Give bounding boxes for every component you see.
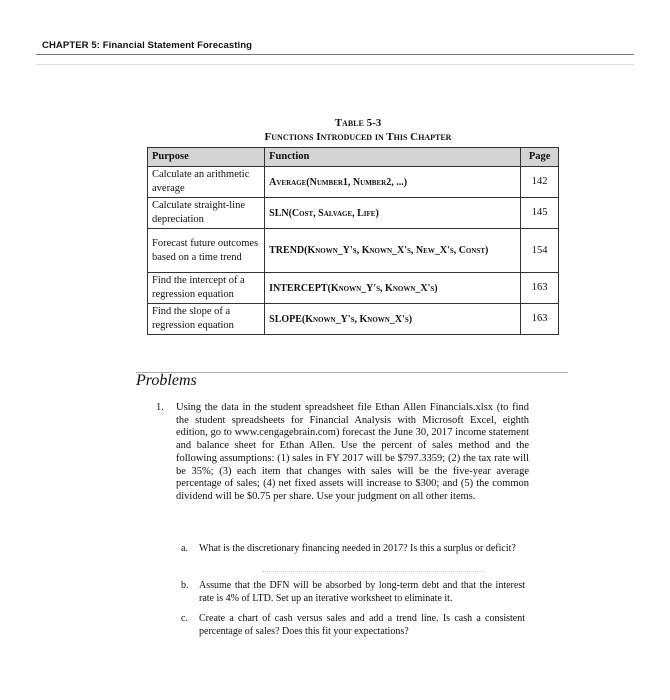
page-cell: 145 — [521, 198, 559, 229]
subproblem-text: Assume that the DFN will be absorbed by long-term debt and that the interest rate is 4% of LTD. Set up an iterative worksheet to eliminate it. — [199, 580, 525, 604]
chapter-header: CHAPTER 5: Financial Statement Forecasting — [42, 40, 253, 51]
functions-table — [147, 147, 559, 335]
table-row — [148, 304, 559, 335]
page-cell: 163 — [521, 273, 559, 304]
table-number: Table 5-3 — [334, 117, 382, 129]
function-cell: TREND(Known_Y's, Known_X's, New_X's, Const) — [265, 229, 521, 273]
purpose-cell: Calculate an arithmetic average — [148, 167, 265, 198]
table-title: Functions Introduced in This Chapter — [264, 131, 452, 143]
problem-text: Using the data in the student spreadsheet file Ethan Allen Financials.xlsx (to find the student spreadsheets for Financial Analysis with Microsoft Excel, eighth edition, go to www.cengagebrain.com) forecast the June 30, 2017 income statement and balance sheet for Ethan Allen. Use the percent of sales method and the following assumptions: (1) sales in FY 2017 will be $797.3359; (2) the tax rate will be 35%; (3) each item that changes with sales will be the five-year average percentage of sales; (4) net fixed assets will increase to $300; and (5) the common dividend will be $0.75 per share. Use your judgment on all other items. — [176, 402, 529, 502]
function-cell: SLN(Cost, Salvage, Life) — [265, 198, 521, 229]
function-cell: Average(Number1, Number2, ...) — [265, 167, 521, 198]
purpose-cell: Find the slope of a regression equation — [148, 304, 265, 335]
problems-heading: Problems — [136, 372, 197, 389]
page-cell: 163 — [521, 304, 559, 335]
function-cell: INTERCEPT(Known_Y's, Known_X's) — [265, 273, 521, 304]
subproblem-text: What is the discretionary financing needed in 2017? Is this a surplus or deficit? — [199, 543, 516, 554]
problem-number: 1. — [156, 402, 164, 413]
page-cell: 154 — [521, 229, 559, 273]
subproblem-letter: a. — [181, 543, 188, 554]
header-rule — [36, 54, 634, 55]
purpose-cell: Forecast future outcomes based on a time trend — [148, 229, 265, 273]
problems-rule — [136, 372, 568, 373]
header-rule-thin — [36, 64, 634, 65]
faint-smudge — [262, 565, 484, 572]
purpose-cell: Find the intercept of a regression equation — [148, 273, 265, 304]
subproblem-letter: c. — [181, 613, 188, 624]
column-header-page: Page — [521, 148, 559, 167]
column-header-purpose: Purpose — [148, 148, 265, 167]
table-row — [148, 167, 559, 198]
page-cell: 142 — [521, 167, 559, 198]
table-row — [148, 273, 559, 304]
table-row — [148, 229, 559, 273]
purpose-cell: Calculate straight-line depreciation — [148, 198, 265, 229]
table-row — [148, 198, 559, 229]
column-header-function: Function — [265, 148, 521, 167]
subproblem-text: Create a chart of cash versus sales and add a trend line. Is cash a consistent percentage of sales? Does this fit your expectations? — [199, 613, 525, 637]
function-cell: SLOPE(Known_Y's, Known_X's) — [265, 304, 521, 335]
subproblem-letter: b. — [181, 580, 189, 591]
table-header-row — [148, 148, 559, 167]
